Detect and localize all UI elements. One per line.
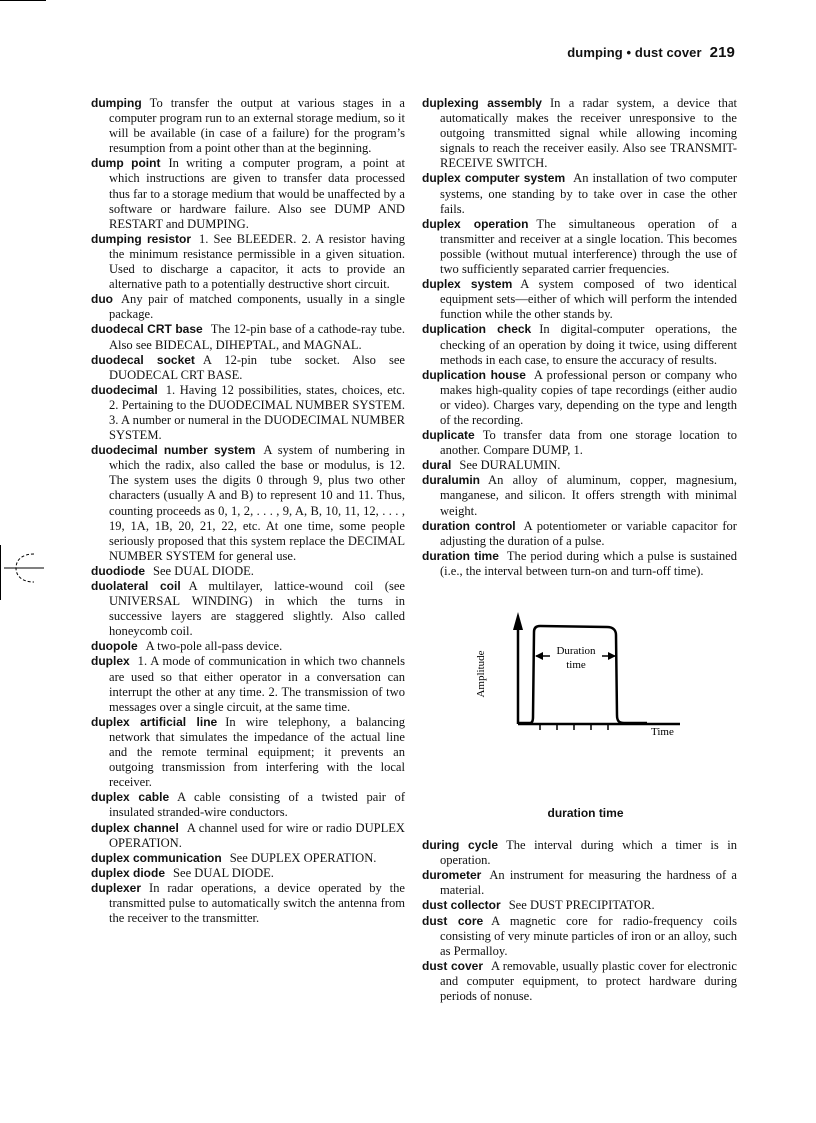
entry-definition: See DUAL DIODE. [153, 563, 254, 578]
running-head [567, 44, 735, 61]
entry-term: duplicate [422, 428, 475, 443]
entry-term: duplex computer system [422, 171, 566, 186]
dictionary-entry [422, 959, 737, 1004]
dictionary-entry [91, 322, 405, 352]
entry-term: dumping [91, 96, 142, 110]
entry-term: duration control [422, 518, 516, 533]
dictionary-entry [91, 353, 405, 383]
dictionary-entry [91, 579, 405, 639]
entry-term: dumping resistor [91, 231, 191, 246]
duration-time-figure [422, 602, 737, 792]
running-head-title: dumping • dust cover [567, 45, 702, 60]
entry-definition: A system of numbering in which the radix, also called the base or modulus, is 12. The system uses the digits 0 through 9, plus two other characters (usually A and B) to represent 10 and 11. Thus, counting proceeds as 0, 1, 2, . . . , 9, A, B, 10, 11, 12, . . . , 19, 1A, 1B, 20, 21, 22, etc. At one time, some people seriously proposed that this system replace the DECIMAL NUMBER SYSTEM for general use. [109, 443, 405, 563]
entry-term: duo [91, 292, 113, 307]
dictionary-entry [91, 96, 405, 156]
dictionary-entry [91, 443, 405, 564]
dictionary-entry [91, 232, 405, 292]
right-column-top-entries [422, 96, 737, 579]
entry-definition: In wire telephony, a balancing network that simulates the impedance of the actual line and the remote terminal equipment; it prevents an outgoing transmission from interfering with the local receiver. [109, 714, 406, 790]
dictionary-entry [91, 790, 405, 820]
entry-term: duplexing assembly [422, 96, 542, 110]
entry-term: duplex channel [91, 820, 179, 835]
entry-definition: A multilayer, lattice-wound coil (see UNIVERSAL WINDING) in which the turns in successive layers are staggered slightly. Also called honeycomb coil. [109, 579, 405, 639]
entry-term: duplex system [422, 277, 513, 292]
entry-term: duplex communication [91, 850, 222, 865]
duration-label-line1: Duration [556, 645, 596, 657]
binding-margin-line [0, 545, 1, 600]
entry-definition: A professional person or company who makes high-quality copies of tape recordings (either audio or video). Charges vary, depending on the type and length of the recording. [440, 367, 737, 427]
dictionary-entry [91, 866, 405, 881]
entry-definition: The interval during which a timer is in operation. [440, 838, 737, 868]
entry-definition: An alloy of aluminum, copper, magnesium, manganese, and silicon. It offers strength with minimal weight. [440, 473, 737, 518]
entry-definition: 1. See BLEEDER. 2. A resistor having the minimum resistance permissible in a given situation. Used to discharge a capacitor, it acts to provide an alternative path to a potentially destructive short circuit. [109, 231, 406, 292]
entry-definition: A 12-pin tube socket. Also see DUODECAL CRT BASE. [109, 352, 405, 382]
entry-term: dural [422, 458, 452, 473]
entry-definition: The period during which a pulse is sustained (i.e., the interval between turn-on and turn-off time). [440, 548, 737, 578]
entry-term: duplex operation [422, 216, 529, 231]
entry-term: duplex [91, 654, 130, 669]
entry-term: duplication check [422, 322, 532, 337]
entry-term: duplexer [91, 880, 142, 895]
entry-definition: See DUPLEX OPERATION. [229, 850, 377, 865]
entry-definition: 1. A mode of communication in which two channels are used so that either operator in a conversation can interrupt the other at any time. 2. The transmission of two messages over a single circuit, at the same time. [109, 654, 405, 714]
dictionary-entry [422, 838, 737, 868]
entry-term: duodiode [91, 563, 145, 578]
entry-term: duodecimal number system [91, 443, 256, 458]
entry-definition: A two-pole all-pass device. [145, 639, 283, 654]
dictionary-entry [422, 898, 737, 913]
entry-definition: A cable consisting of a twisted pair of insulated stranded-wire conductors. [109, 790, 405, 820]
dictionary-entry [422, 96, 737, 171]
dictionary-entry [91, 156, 405, 231]
entry-term: duodecal CRT base [91, 322, 203, 337]
dictionary-entry [422, 549, 737, 579]
entry-term: duplication house [422, 367, 526, 382]
dictionary-entry [422, 868, 737, 898]
entry-definition: A system composed of two identical equipment sets—either of which will perform the intended function while the other stands by. [440, 277, 737, 322]
entry-definition: The 12-pin base of a cathode-ray tube. Also see BIDECAL, DIHEPTAL, and MAGNAL. [109, 322, 405, 352]
entry-term: dust cover [422, 958, 483, 973]
duration-label-line2: time [566, 659, 586, 671]
dictionary-entry [91, 821, 405, 851]
dictionary-entry [91, 851, 405, 866]
dictionary-entry [91, 564, 405, 579]
entry-definition: Any pair of matched components, usually in a single package. [109, 292, 405, 322]
entry-definition: To transfer the output at various stages in a computer program run to an external storage medium, so it will be available (in case of a failure) for the program’s resumption from a point other than at the beginning. [109, 96, 405, 156]
entry-definition: 1. Having 12 possibilities, states, choices, etc. 2. Pertaining to the DUODECIMAL NUMBER SYSTEM. 3. A number or numeral in the DUODECIMAL NUMBER SYSTEM. [109, 382, 405, 443]
entry-definition: To transfer data from one storage location to another. Compare DUMP, 1. [440, 428, 737, 458]
entry-term: durometer [422, 868, 482, 883]
dictionary-entry [422, 368, 737, 428]
page-number: 219 [709, 44, 735, 61]
dictionary-entry [422, 428, 737, 458]
entry-term: duodecal socket [91, 352, 195, 367]
dictionary-entry [91, 639, 405, 654]
entry-definition: An installation of two computer systems, one standing by to take over in case the other fails. [440, 171, 737, 216]
entry-definition: See DUAL DIODE. [173, 865, 274, 880]
entry-definition: In writing a computer program, a point at which instructions are given to transfer data processed thus far to a storage medium that would be unaffected by a software or hardware failure. Also see DUMP AND RESTART and DUMPING. [109, 156, 405, 231]
entry-term: dump point [91, 156, 161, 171]
dictionary-entry [422, 171, 737, 216]
dictionary-entry [422, 914, 737, 959]
entry-definition: A removable, usually plastic cover for electronic and computer equipment, to protect hardware during periods of nonuse. [440, 958, 737, 1004]
entry-definition: An instrument for measuring the hardness of a material. [440, 868, 737, 898]
dictionary-entry [91, 292, 405, 322]
entry-definition: A channel used for wire or radio DUPLEX OPERATION. [109, 820, 405, 850]
pulse-waveform [518, 626, 647, 723]
entry-term: duodecimal [91, 382, 158, 397]
entry-term: during cycle [422, 838, 499, 853]
entry-definition: A magnetic core for radio-frequency coils consisting of very minute particles of iron or an alloy, such as Permalloy. [440, 913, 737, 958]
right-column-bottom-entries [422, 838, 737, 1004]
dictionary-entry [422, 277, 737, 322]
x-axis-label: Time [651, 726, 674, 738]
dictionary-entry [91, 383, 405, 443]
entry-term: duplex artificial line [91, 714, 218, 729]
entry-term: dust core [422, 913, 484, 928]
entry-term: duplex diode [91, 865, 166, 880]
entry-definition: The simultaneous operation of a transmitter and receiver at a single location. This becomes possible (without mutual interference) through the use of two sufficiently separated carrier frequencies. [440, 216, 737, 277]
entry-term: duralumin [422, 473, 481, 488]
entry-definition: See DURALUMIN. [459, 458, 561, 473]
pulse-diagram [422, 602, 737, 792]
crop-mark-top-left [0, 0, 46, 3]
left-column [91, 96, 405, 926]
dictionary-entry [422, 322, 737, 367]
entry-term: duopole [91, 639, 138, 654]
right-column [422, 96, 737, 1004]
dictionary-entry [91, 881, 405, 926]
y-axis-arrowhead [513, 612, 523, 630]
entry-definition: In a radar system, a device that automatically makes the receiver unresponsive to the outgoing transmitted signal while allowing incoming signals to reach the receiver easily. Also see TRANSMIT-RECEIVE SWITCH. [440, 96, 737, 171]
entry-term: duration time [422, 548, 499, 563]
figure-caption: duration time [547, 806, 624, 820]
y-axis-label: Amplitude [475, 650, 487, 698]
entry-definition: A potentiometer or variable capacitor for adjusting the duration of a pulse. [440, 518, 737, 548]
entry-definition: See DUST PRECIPITATOR. [508, 898, 655, 913]
registration-mark-icon [4, 548, 44, 588]
dictionary-entry [91, 715, 405, 790]
entry-term: dust collector [422, 898, 501, 913]
dictionary-entry [422, 217, 737, 277]
entry-term: duolateral coil [91, 579, 181, 593]
entry-definition: In radar operations, a device operated by the transmitted pulse to automatically switch the antenna from the receiver to the transmitter. [109, 880, 405, 926]
dictionary-entry [422, 458, 737, 473]
dictionary-entry [422, 473, 737, 518]
entry-term: duplex cable [91, 790, 170, 805]
dictionary-entry [422, 519, 737, 549]
entry-definition: In digital-computer operations, the checking of an operation by doing it twice, using different methods in each case, to ensure the accuracy of results. [440, 322, 737, 367]
dictionary-entry [91, 654, 405, 714]
